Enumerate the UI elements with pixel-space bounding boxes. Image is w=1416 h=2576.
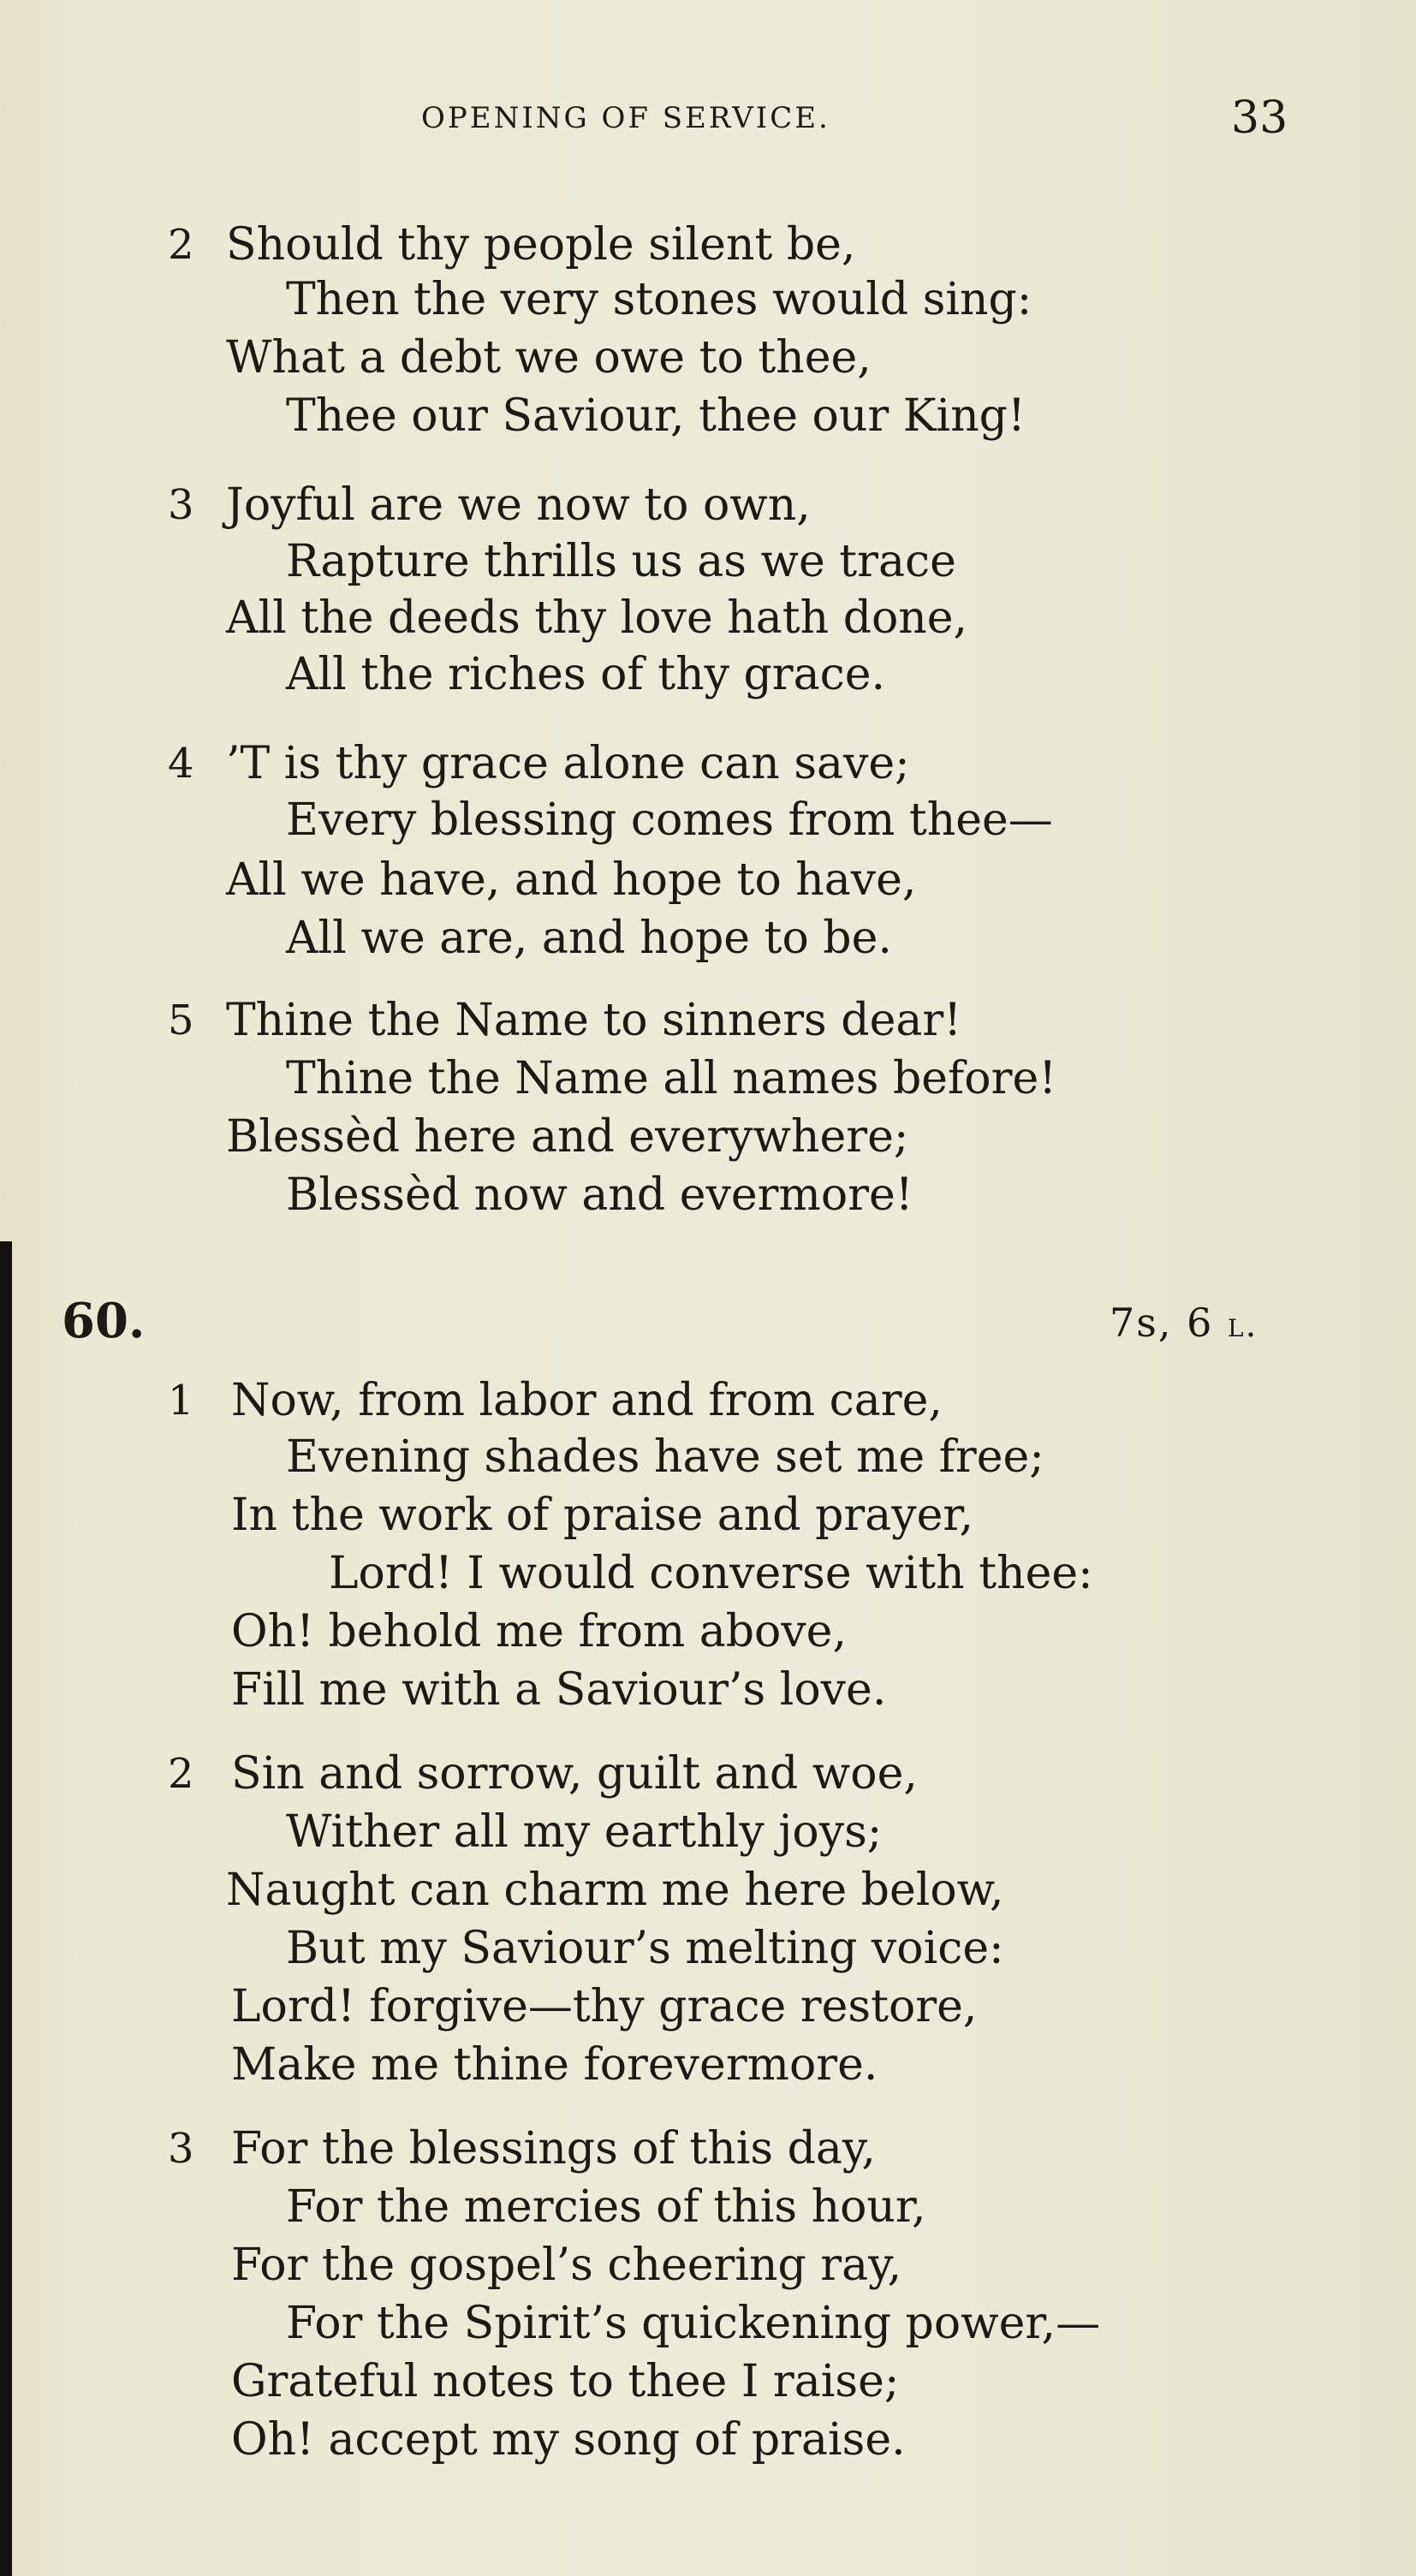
verse-line: All the deeds thy love hath done,	[226, 592, 968, 644]
verse-line: Lord! I would converse with thee:	[329, 1548, 1093, 1599]
running-title: OPENING OF SERVICE.	[421, 101, 830, 135]
verse-line: Fill me with a Saviour’s love.	[231, 1664, 887, 1716]
verse-line: ’T is thy grace alone can save;	[226, 738, 910, 789]
verse-line: Joyful are we now to own,	[226, 479, 811, 531]
verse-line: Should thy people silent be,	[226, 219, 856, 271]
verse-line: Wither all my earthly joys;	[286, 1806, 883, 1858]
meter-value: 7s, 6	[1110, 1300, 1214, 1346]
verse-line: Every blessing comes from thee—	[286, 794, 1053, 846]
verse-line: Thine the Name all names before!	[286, 1053, 1057, 1104]
verse-line: Blessèd here and everywhere;	[226, 1111, 909, 1163]
verse-line: All the riches of thy grace.	[286, 649, 886, 700]
binding-edge	[0, 1241, 12, 2576]
verse-line: All we have, and hope to have,	[226, 854, 917, 906]
verse-line: In the work of praise and prayer,	[231, 1490, 974, 1541]
verse-line: Oh! behold me from above,	[231, 1606, 847, 1657]
meter-suffix: l.	[1228, 1306, 1258, 1345]
verse-line: All we are, and hope to be.	[286, 913, 892, 964]
verse-line: Thine the Name to sinners dear!	[226, 995, 962, 1046]
hymn-number: 60.	[62, 1293, 146, 1349]
page-number: 33	[1231, 92, 1288, 144]
stanza-number: 3	[168, 481, 194, 529]
stanza-number: 1	[168, 1377, 194, 1425]
verse-line: Sin and sorrow, guilt and woe,	[231, 1748, 918, 1800]
verse-line: Lord! forgive—thy grace restore,	[231, 1981, 978, 2032]
verse-line: Naught can charm me here below,	[226, 1865, 1004, 1916]
stanza-number: 2	[168, 221, 194, 269]
verse-line: Oh! accept my song of praise.	[231, 2414, 906, 2466]
verse-line: But my Saviour’s melting voice:	[286, 1923, 1004, 1974]
verse-line: Now, from labor and from care,	[231, 1375, 943, 1426]
verse-line: What a debt we owe to thee,	[226, 332, 872, 384]
verse-line: For the mercies of this hour,	[286, 2181, 926, 2233]
verse-line: Then the very stones would sing:	[286, 274, 1032, 325]
stanza-number: 5	[168, 996, 194, 1044]
verse-line: Rapture thrills us as we trace	[286, 536, 956, 587]
verse-line: Thee our Saviour, thee our King!	[286, 390, 1026, 442]
verse-line: For the Spirit’s quickening power,—	[286, 2298, 1101, 2349]
verse-line: Blessèd now and evermore!	[286, 1169, 913, 1221]
stanza-number: 4	[168, 740, 194, 788]
verse-line: For the gospel’s cheering ray,	[231, 2240, 902, 2291]
verse-line: For the blessings of this day,	[231, 2123, 876, 2174]
stanza-number: 2	[168, 1750, 194, 1798]
hymn-meter	[1110, 1300, 1258, 1346]
verse-line: Grateful notes to thee I raise;	[231, 2356, 900, 2407]
verse-line: Evening shades have set me free;	[286, 1431, 1044, 1483]
stanza-number: 3	[168, 2125, 194, 2173]
verse-line: Make me thine forevermore.	[231, 2039, 878, 2091]
